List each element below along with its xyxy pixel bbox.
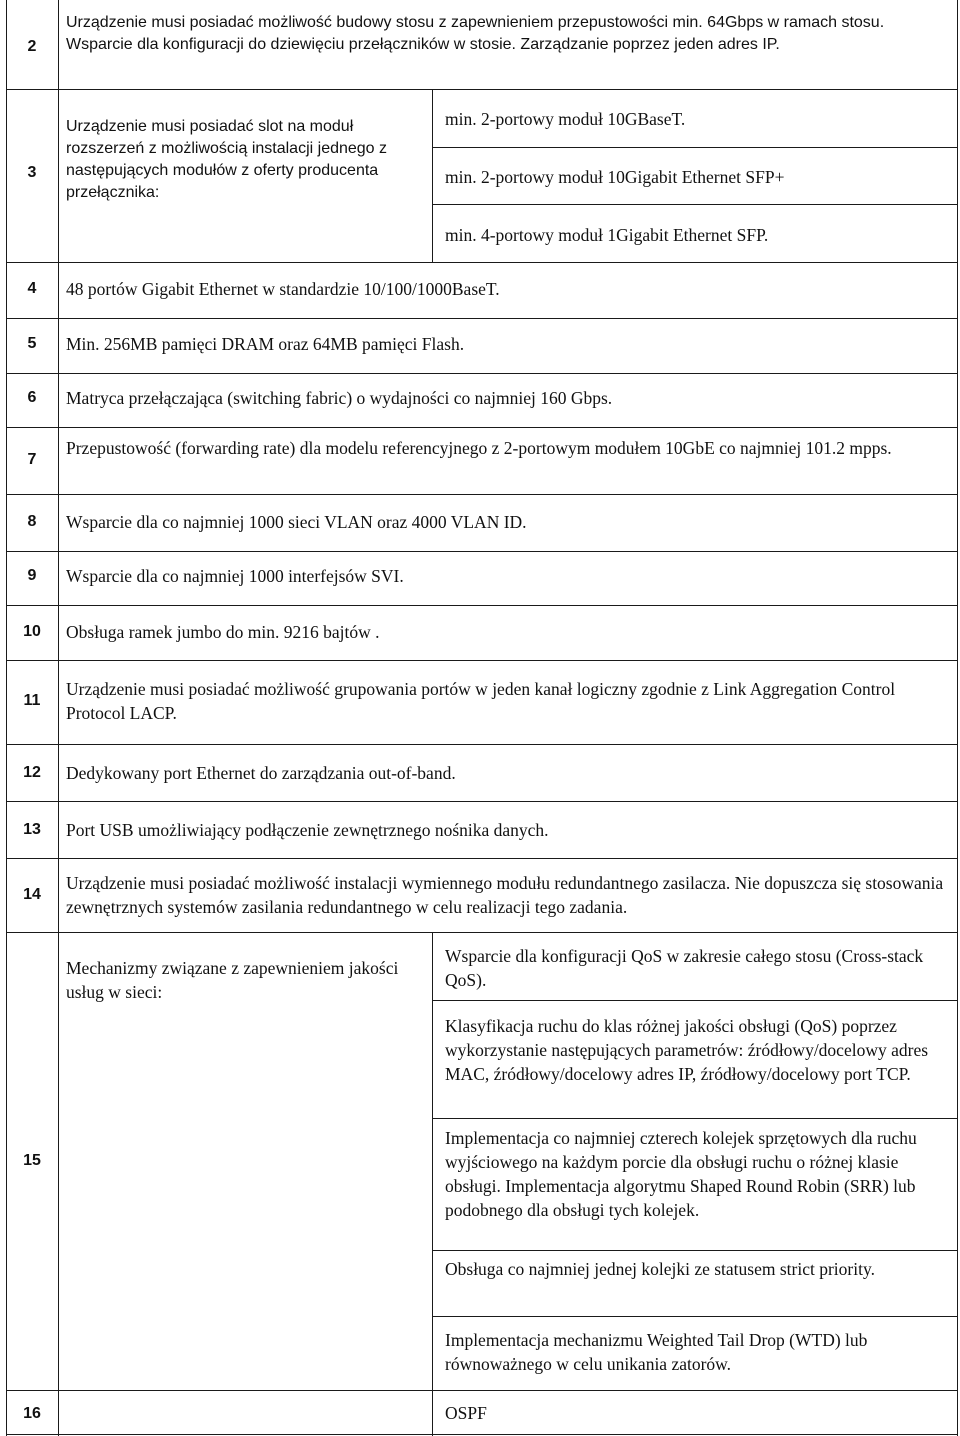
row-text: Urządzenie musi posiadać możliwość budowy stosu z zapewnieniem przepustowości min. 64Gbps w ramach stosu. Wsparcie dla konfiguracji do dziewięciu przełączników w stosie. Zarządzanie poprzez jeden adres IP. [66, 14, 885, 53]
row-number: 11 [23, 692, 41, 709]
row-number: 3 [27, 164, 37, 181]
row-text: Urządzenie musi posiadać możliwość instalacji wymiennego modułu redundantnego zasilacza. Nie dopuszcza się stosowania zewnętrznych systemów zasilania redundantnego w celu realizacji tego zadania. [66, 873, 944, 917]
row-text: Urządzenie musi posiadać możliwość grupowania portów w jeden kanał logiczny zgodnie z Link Aggregation Control Protocol LACP. [66, 679, 896, 723]
module-option: min. 2-portowy moduł 10GBaseT. [445, 109, 686, 129]
row-text: Przepustowość (forwarding rate) dla modelu referencyjnego z 2-portowym modułem 10GbE co najmniej 101.2 mpps. [66, 438, 892, 458]
row-number: 6 [27, 389, 37, 406]
row-text: Wsparcie dla co najmniej 1000 sieci VLAN oraz 4000 VLAN ID. [66, 512, 527, 532]
module-option: min. 2-portowy moduł 10Gigabit Ethernet SFP+ [445, 167, 785, 187]
row-text: Port USB umożliwiający podłączenie zewnętrznego nośnika danych. [66, 820, 549, 840]
row-number: 7 [27, 451, 37, 468]
row-number: 10 [23, 623, 41, 640]
row-number: 8 [27, 513, 37, 530]
row-number: 2 [27, 38, 37, 55]
row-text: Obsługa ramek jumbo do min. 9216 bajtów . [66, 622, 380, 642]
row-text: Dedykowany port Ethernet do zarządzania out-of-band. [66, 763, 456, 783]
module-option: min. 4-portowy moduł 1Gigabit Ethernet SFP. [445, 225, 769, 245]
row-number: 12 [23, 764, 41, 781]
row-number: 4 [27, 280, 37, 297]
row-text: OSPF [445, 1403, 487, 1423]
row-label: Urządzenie musi posiadać slot na moduł rozszerzeń z możliwością instalacji jednego z następujących modułów z oferty producenta przełącznika: [66, 118, 388, 201]
qos-item: Implementacja mechanizmu Weighted Tail Drop (WTD) lub równoważnego w celu unikania zatorów. [445, 1330, 868, 1374]
row-text: Min. 256MB pamięci DRAM oraz 64MB pamięci Flash. [66, 334, 465, 354]
row-number: 5 [27, 335, 37, 352]
row-number: 14 [23, 886, 41, 903]
row-label: Mechanizmy związane z zapewnieniem jakości usług w sieci: [66, 958, 399, 1002]
row-text: Matryca przełączająca (switching fabric) o wydajności co najmniej 160 Gbps. [66, 388, 613, 408]
qos-item: Klasyfikacja ruchu do klas różnej jakości obsługi (QoS) poprzez wykorzystanie następujących parametrów: źródłowy/docelowy adres MAC, źródłowy/docelowy adres IP, źródłowy/docelowy port TCP. [445, 1016, 929, 1084]
row-number: 15 [23, 1152, 41, 1169]
row-text: Wsparcie dla co najmniej 1000 interfejsów SVI. [66, 566, 404, 586]
qos-item: Wsparcie dla konfiguracji QoS w zakresie całego stosu (Cross-stack QoS). [445, 946, 924, 990]
row-text: 48 portów Gigabit Ethernet w standardzie 10/100/1000BaseT. [66, 279, 500, 299]
row-number: 16 [23, 1405, 41, 1422]
qos-item: Obsługa co najmniej jednej kolejki ze statusem strict priority. [445, 1259, 875, 1279]
qos-item: Implementacja co najmniej czterech kolejek sprzętowych dla ruchu wyjściowego na każdym porcie dla obsługi ruchu o różnej klasie obsługi. Implementacja algorytmu Shaped Round Robin (SRR) lub podobnego dla obsługi tych kolejek. [445, 1128, 917, 1220]
row-number: 9 [27, 567, 37, 584]
row-number: 13 [23, 821, 41, 838]
